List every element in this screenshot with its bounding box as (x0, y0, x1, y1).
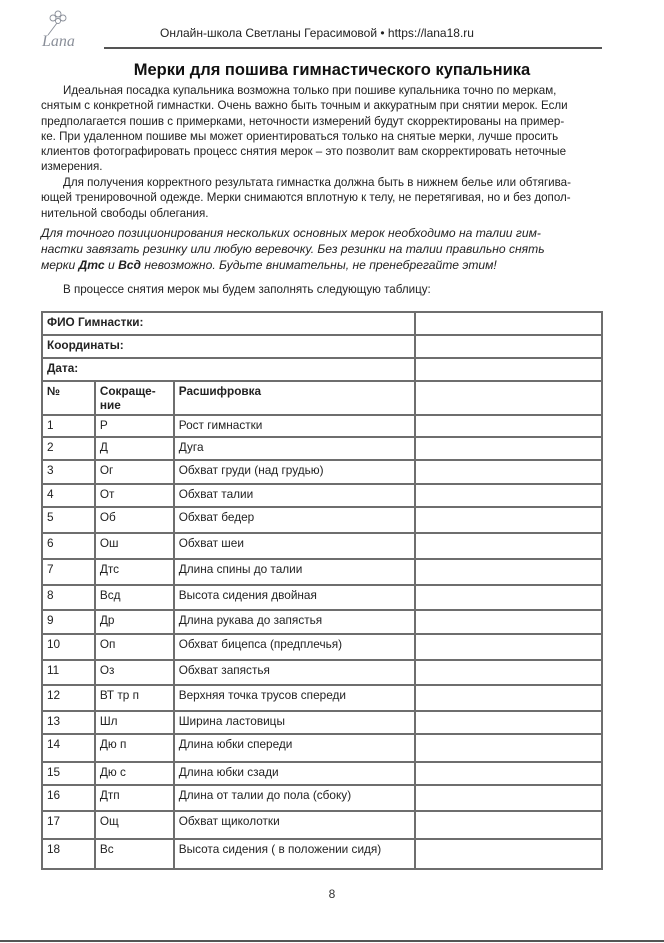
row-abbreviation: Ощ (95, 811, 174, 839)
table-row (42, 610, 602, 634)
row-number: 5 (42, 507, 95, 533)
table-header-row (42, 381, 602, 415)
table-row (42, 559, 602, 585)
row-abbreviation: Д (95, 437, 174, 460)
row-abbreviation: Р (95, 415, 174, 437)
table-row (42, 734, 602, 762)
row-abbreviation: ВТ тр п (95, 685, 174, 711)
text-line: снятым с конкретной гимнастки. Очень важно быть точным и аккуратным при снятии мерок. Если (41, 99, 568, 113)
row-description: Длина юбки спереди (174, 734, 415, 762)
row-number: 8 (42, 585, 95, 610)
measurements-table (41, 311, 603, 870)
row-number: 7 (42, 559, 95, 585)
text-line: измерения. (41, 160, 103, 174)
paragraph-table-intro: В процессе снятия мерок мы будем заполнять следующую таблицу: (63, 283, 431, 296)
row-value-field[interactable] (415, 762, 602, 785)
row-number: 6 (42, 533, 95, 559)
row-abbreviation: Ош (95, 533, 174, 559)
table-row (42, 585, 602, 610)
row-abbreviation: Дтс (95, 559, 174, 585)
row-description: Высота сидения двойная (174, 585, 415, 610)
table-row (42, 533, 602, 559)
row-description: Высота сидения ( в положении сидя) (174, 839, 415, 869)
row-description: Верхняя точка трусов спереди (174, 685, 415, 711)
row-value-field[interactable] (415, 734, 602, 762)
row-abbreviation: Вс (95, 839, 174, 869)
table-row (42, 437, 602, 460)
bottom-divider (0, 940, 664, 942)
table-row (42, 762, 602, 785)
row-number: 12 (42, 685, 95, 711)
row-number: 3 (42, 460, 95, 484)
row-abbreviation: Дю п (95, 734, 174, 762)
column-header-description: Расшифровка (174, 381, 415, 415)
row-value-field[interactable] (415, 533, 602, 559)
table-row (42, 460, 602, 484)
header-divider (104, 47, 602, 49)
table-row (42, 660, 602, 685)
row-abbreviation: Оп (95, 634, 174, 660)
row-number: 4 (42, 484, 95, 507)
table-row (42, 484, 602, 507)
row-abbreviation: Всд (95, 585, 174, 610)
column-header-number: № (42, 381, 95, 415)
emphasis-vsd: Всд (118, 258, 141, 273)
row-number: 17 (42, 811, 95, 839)
row-value-field[interactable] (415, 811, 602, 839)
row-value-field[interactable] (415, 839, 602, 869)
row-number: 15 (42, 762, 95, 785)
row-number: 9 (42, 610, 95, 634)
row-description: Рост гимнастки (174, 415, 415, 437)
text-line (41, 257, 603, 273)
text-line: клиентов фотографировать процесс снятия мерок – это позволит вам скорректировать неточные (41, 145, 567, 159)
row-value-field[interactable] (415, 785, 602, 811)
info-value-field[interactable] (415, 335, 602, 358)
row-abbreviation: Ог (95, 460, 174, 484)
table-row (42, 811, 602, 839)
table-row (42, 711, 602, 734)
row-number: 11 (42, 660, 95, 685)
row-value-field[interactable] (415, 610, 602, 634)
info-label: ФИО Гимнастки: (42, 312, 415, 335)
text-line: ке. При удаленном пошиве мы может ориентироваться только на снятые мерки, лучше просить (41, 129, 559, 143)
row-abbreviation: Оз (95, 660, 174, 685)
row-abbreviation: Др (95, 610, 174, 634)
row-value-field[interactable] (415, 484, 602, 507)
row-value-field[interactable] (415, 415, 602, 437)
row-value-field[interactable] (415, 559, 602, 585)
row-abbreviation: Шл (95, 711, 174, 734)
row-value-field[interactable] (415, 585, 602, 610)
row-number: 14 (42, 734, 95, 762)
text-line: настки завязать резинку или любую веревочку. Без резинки на талии правильно снять (41, 242, 545, 257)
row-abbreviation: Дю с (95, 762, 174, 785)
row-description: Обхват шеи (174, 533, 415, 559)
table-row (42, 634, 602, 660)
row-value-field[interactable] (415, 507, 602, 533)
row-number: 13 (42, 711, 95, 734)
text-line: Для точного позиционирования нескольких основных мерок необходимо на талии гим- (41, 226, 541, 240)
paragraph-waist-note (41, 225, 603, 274)
info-row-name (42, 312, 602, 335)
row-description: Обхват бицепса (предплечья) (174, 634, 415, 660)
text-fragment: невозможно. Будьте внимательны, не пренебрегайте этим! (141, 258, 497, 273)
row-value-field[interactable] (415, 634, 602, 660)
row-value-field[interactable] (415, 685, 602, 711)
table-row (42, 415, 602, 437)
table-row (42, 685, 602, 711)
row-description: Длина спины до талии (174, 559, 415, 585)
info-row-contacts (42, 335, 602, 358)
info-value-field[interactable] (415, 358, 602, 381)
text-line: предполагается пошив с примерками, неточности измерений будут скорректированы на пример- (41, 114, 565, 128)
column-header-abbr (95, 381, 174, 415)
info-label: Дата: (42, 358, 415, 381)
info-row-date (42, 358, 602, 381)
row-number: 18 (42, 839, 95, 869)
column-header-value (415, 381, 602, 415)
row-description: Длина рукава до запястья (174, 610, 415, 634)
emphasis-dts: Дтс (78, 258, 105, 273)
row-description: Дуга (174, 437, 415, 460)
row-description: Длина юбки сзади (174, 762, 415, 785)
header-text: ние (99, 398, 121, 412)
text-fragment: и (104, 258, 119, 273)
text-line: нительной свободы облегания. (41, 206, 209, 220)
svg-text:Lana: Lana (42, 33, 75, 49)
row-abbreviation: Об (95, 507, 174, 533)
clover-logo-icon (36, 9, 96, 49)
page-number: 8 (328, 887, 336, 901)
info-value-field[interactable] (415, 312, 602, 335)
page-title: Мерки для пошива гимнастического купальника (133, 61, 531, 79)
row-number: 16 (42, 785, 95, 811)
row-number: 10 (42, 634, 95, 660)
header-school-text: Онлайн-школа Светланы Герасимовой • https://lana18.ru (160, 26, 474, 40)
row-description: Ширина ластовицы (174, 711, 415, 734)
row-value-field[interactable] (415, 460, 602, 484)
row-value-field[interactable] (415, 711, 602, 734)
table-row (42, 507, 602, 533)
row-description: Обхват груди (над грудью) (174, 460, 415, 484)
text-fragment: мерки (41, 258, 79, 273)
row-number: 2 (42, 437, 95, 460)
row-description: Обхват запястья (174, 660, 415, 685)
row-abbreviation: Дтп (95, 785, 174, 811)
row-description: Длина от талии до пола (сбоку) (174, 785, 415, 811)
header-text: Сокраще- (99, 384, 156, 398)
paragraph-clothing (41, 175, 603, 221)
row-value-field[interactable] (415, 437, 602, 460)
paragraph-intro (41, 83, 603, 175)
row-value-field[interactable] (415, 660, 602, 685)
row-abbreviation: От (95, 484, 174, 507)
logo (36, 9, 96, 49)
row-description: Обхват талии (174, 484, 415, 507)
table-row (42, 839, 602, 869)
text-line: Идеальная посадка купальника возможна только при пошиве купальника точно по меркам, (63, 84, 557, 97)
table-row (42, 785, 602, 811)
info-label: Координаты: (42, 335, 415, 358)
text-line: Для получения корректного результата гимнастка должна быть в нижнем белье или обтягива- (63, 176, 571, 189)
row-description: Обхват бедер (174, 507, 415, 533)
row-number: 1 (42, 415, 95, 437)
row-description: Обхват щиколотки (174, 811, 415, 839)
text-line: ющей тренировочной одежде. Мерки снимаются вплотную к телу, не перетягивая, но и без допол- (41, 191, 571, 205)
